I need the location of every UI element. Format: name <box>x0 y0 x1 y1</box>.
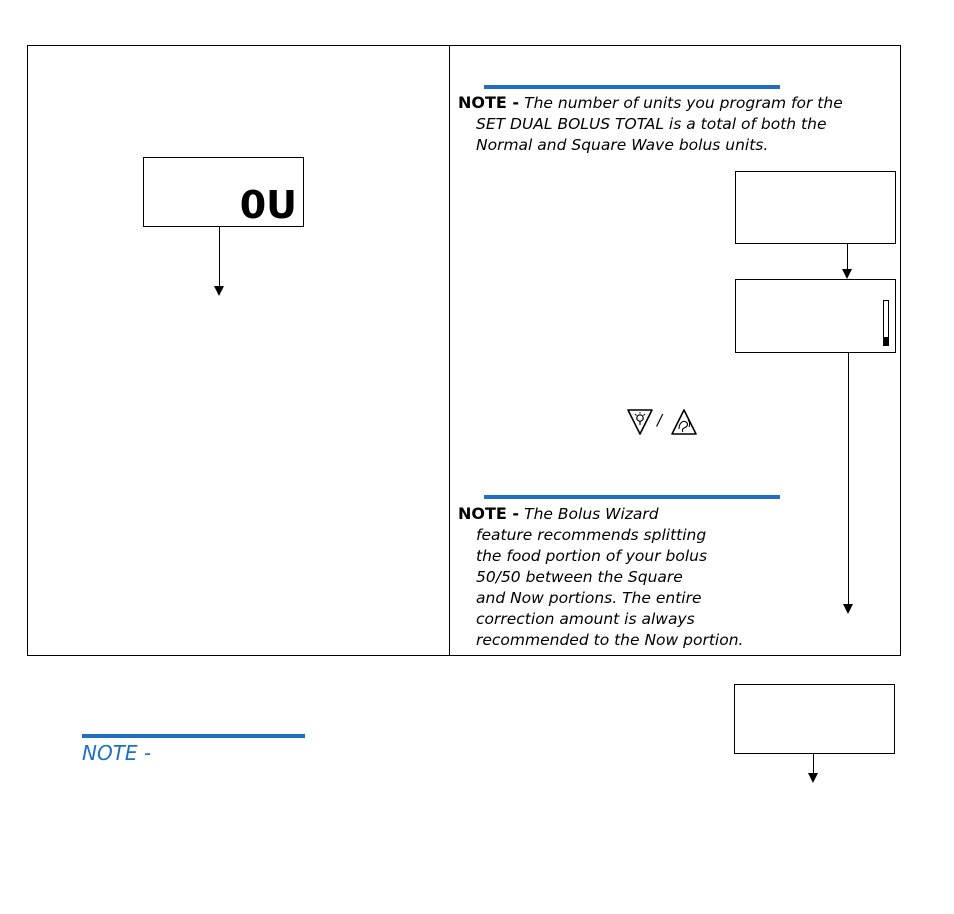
note-top-line: SET DUAL BOLUS TOTAL is a total of both the <box>476 115 827 133</box>
note-bottom-first-line: The Bolus Wizard <box>524 505 659 523</box>
note-rule-lower <box>82 734 305 738</box>
pump-display-screen <box>143 157 304 227</box>
pump-display-screen-2 <box>735 279 896 353</box>
column-divider <box>449 45 450 655</box>
button-icons <box>626 407 700 437</box>
scroll-indicator <box>883 300 889 346</box>
note-bottom-line: the food portion of your bolus <box>476 547 708 565</box>
flow-arrow-line <box>813 754 814 774</box>
display-readout: 0U <box>239 183 297 227</box>
note-bottom-line: correction amount is always <box>476 610 695 628</box>
flow-arrow-head <box>214 286 224 296</box>
flow-arrow-head <box>842 269 852 279</box>
note-bottom-line: 50/50 between the Square <box>476 568 683 586</box>
flow-arrow-head <box>808 773 818 783</box>
note-top-lead: NOTE - <box>458 93 520 112</box>
flow-arrow-line <box>847 244 848 270</box>
icon-separator: / <box>657 411 663 429</box>
flow-arrow-line <box>219 227 220 287</box>
scroll-indicator-fill <box>884 337 888 345</box>
pump-display-screen-1 <box>735 171 896 244</box>
note-bottom-lead: NOTE - <box>458 504 520 523</box>
note-bottom-line: and Now portions. The entire <box>476 589 702 607</box>
note-top-line: Normal and Square Wave bolus units. <box>476 136 769 154</box>
bulb-button-icon <box>626 407 700 437</box>
flow-arrow-head <box>843 604 853 614</box>
note-rule-top <box>484 85 780 89</box>
note-top <box>458 92 898 156</box>
lower-note-label: NOTE - <box>82 741 152 765</box>
note-rule-bottom <box>484 495 780 499</box>
pump-display-screen-3 <box>734 684 895 754</box>
flow-arrow-line-long <box>848 353 849 605</box>
note-top-first-line: The number of units you program for the <box>524 94 843 112</box>
note-bottom <box>458 503 798 651</box>
note-bottom-line: feature recommends splitting <box>476 526 707 544</box>
note-bottom-line: recommended to the Now portion. <box>476 631 744 649</box>
